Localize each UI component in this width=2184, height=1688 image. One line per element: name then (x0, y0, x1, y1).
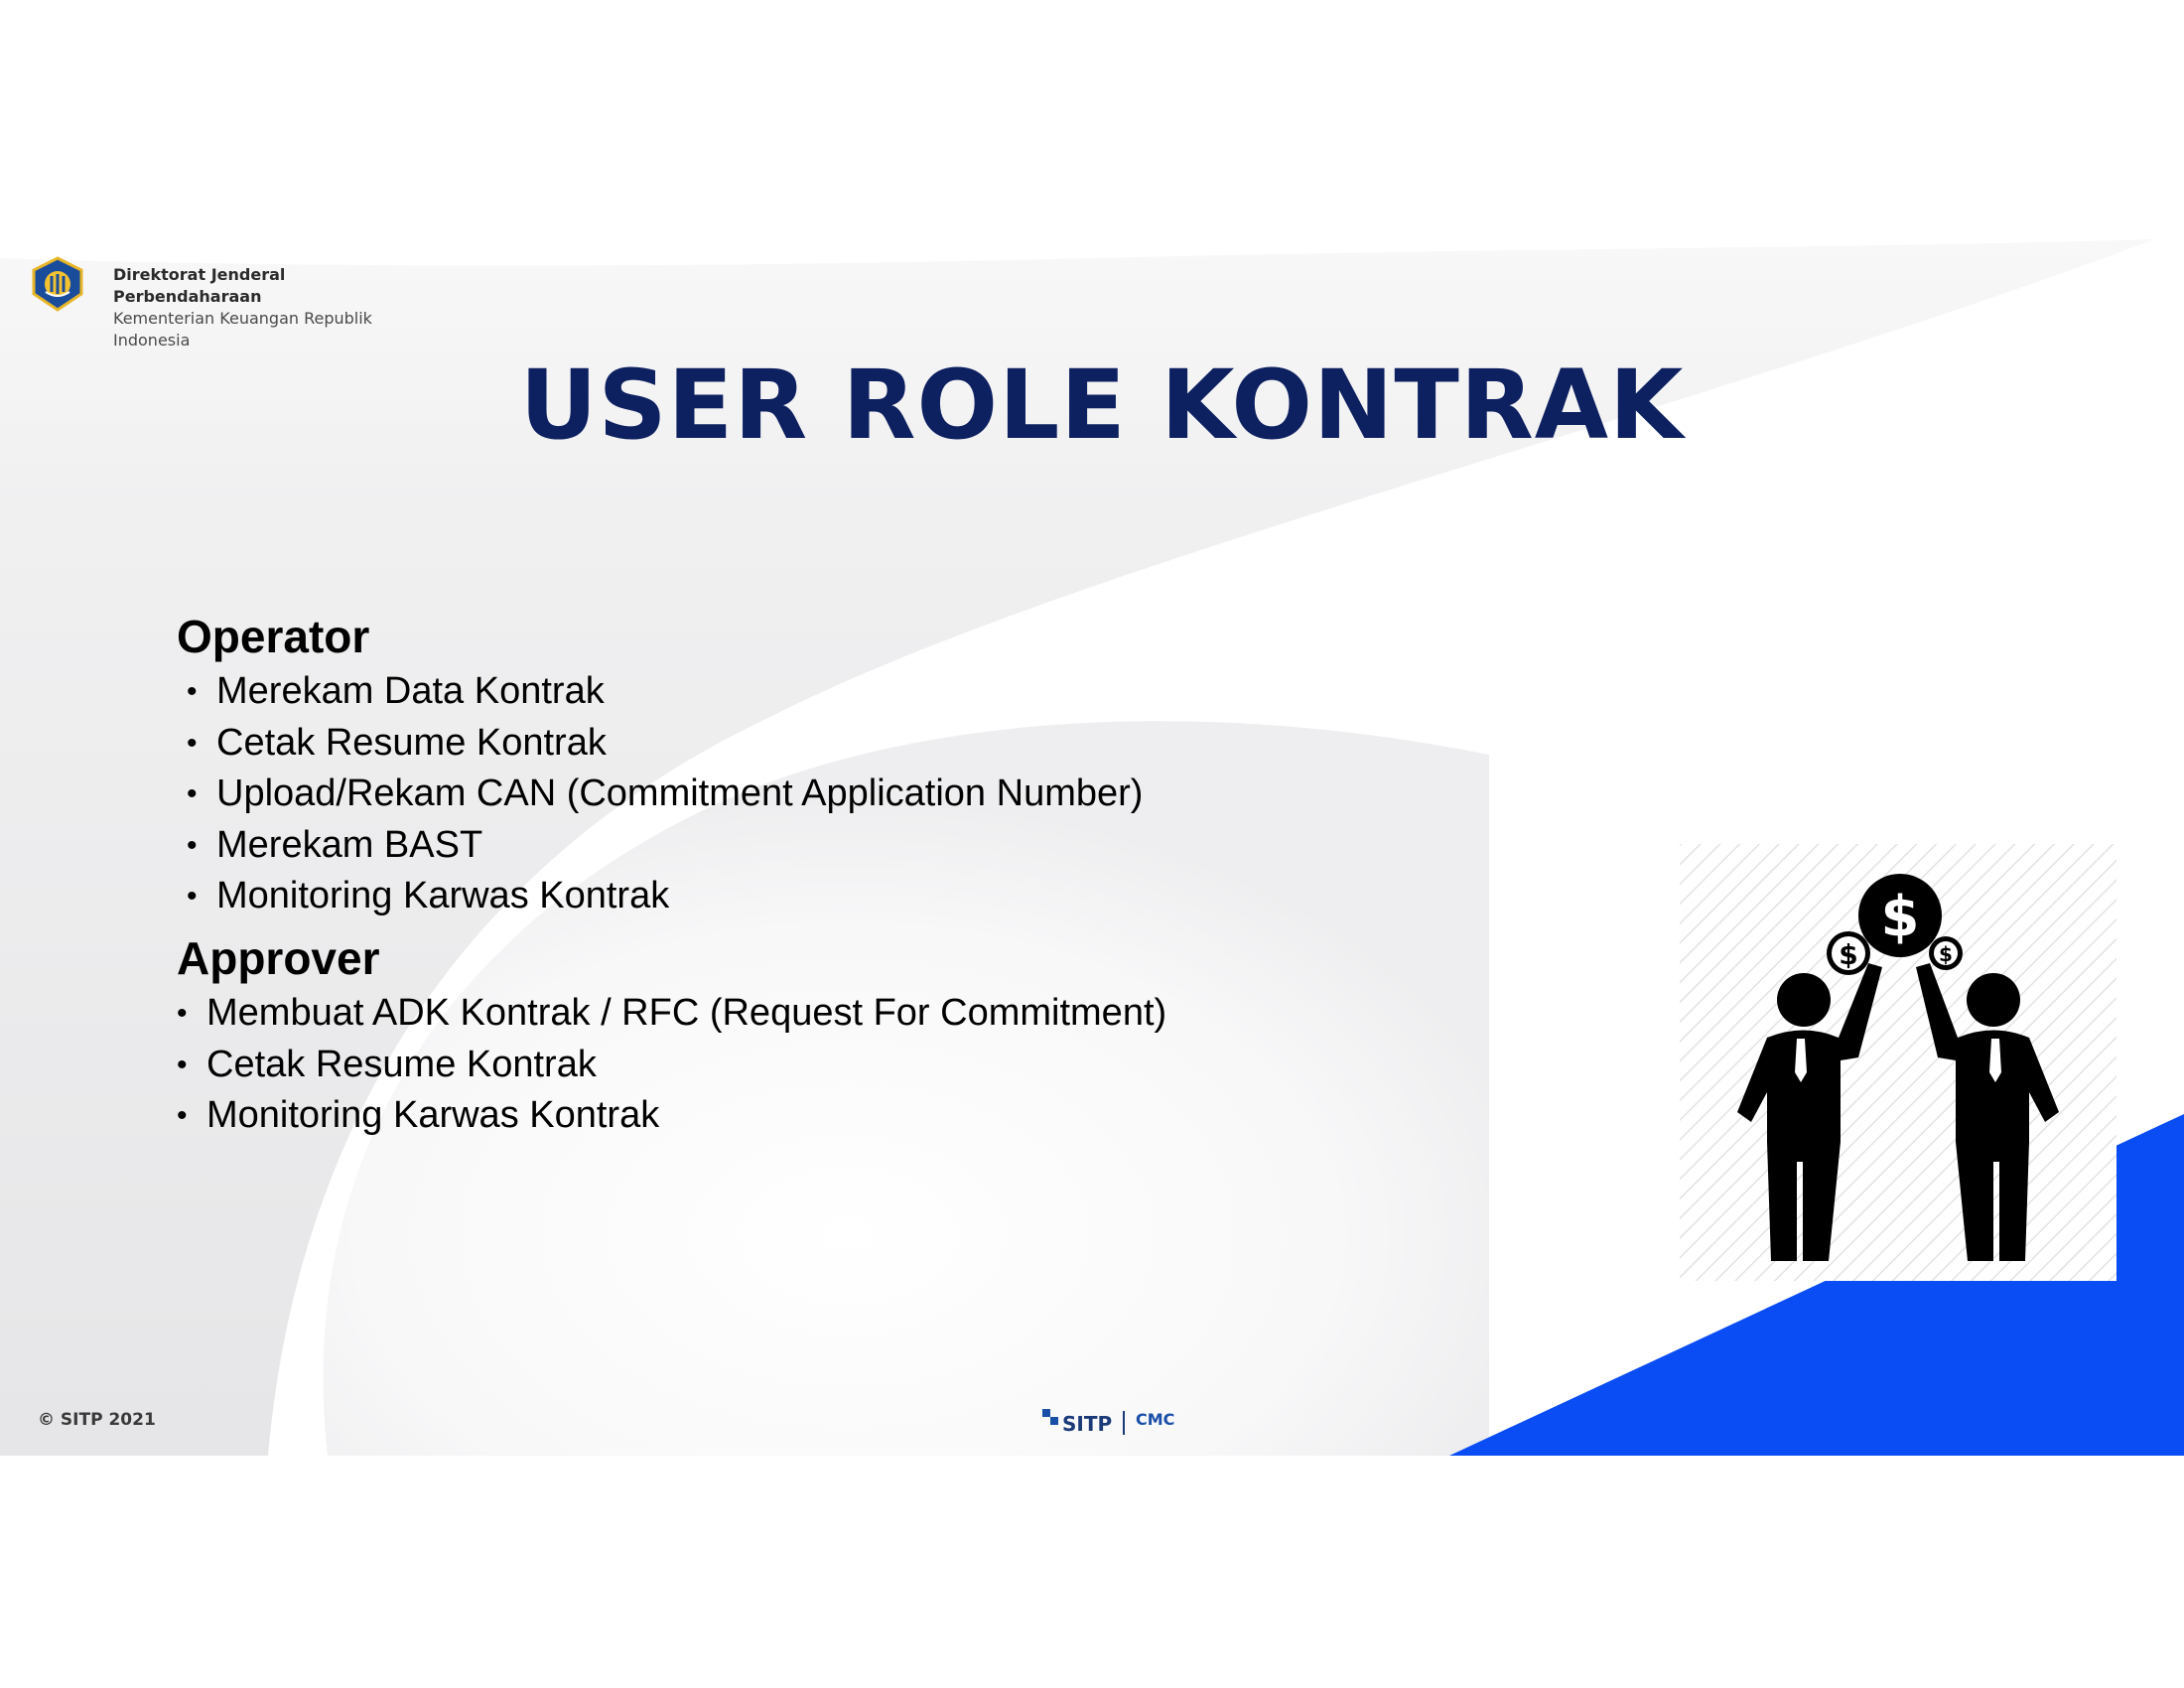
org-line-3: Kementerian Keuangan Republik (113, 309, 372, 328)
list-item (187, 666, 1143, 718)
operator-list (177, 666, 1143, 922)
bullet-icon: • (177, 997, 188, 1030)
org-line-4: Indonesia (113, 331, 191, 350)
list-item-text: Merekam BAST (216, 823, 483, 866)
bullet-icon: • (187, 880, 198, 913)
logo-cmc-text: CMC (1136, 1410, 1175, 1429)
operator-section (177, 609, 1143, 922)
list-item-text: Cetak Resume Kontrak (216, 721, 607, 764)
businessmen-high-five-money-icon (1680, 844, 2116, 1281)
org-line-1: Direktorat Jenderal (113, 265, 286, 284)
bullet-icon: • (177, 1099, 188, 1132)
list-item (177, 1040, 1166, 1091)
approver-list (177, 988, 1166, 1142)
bullet-icon: • (187, 777, 198, 810)
bullet-icon: • (177, 1048, 188, 1081)
list-item (177, 988, 1166, 1040)
list-item (187, 718, 1143, 770)
list-item-text: Upload/Rekam CAN (Commitment Application Number) (216, 773, 1144, 814)
list-item (177, 1090, 1166, 1142)
copyright-text: © SITP 2021 (38, 1410, 156, 1430)
approver-section (177, 930, 1166, 1142)
list-item-text: Monitoring Karwas Kontrak (206, 1094, 660, 1136)
bullet-icon: • (187, 828, 198, 862)
list-item (187, 769, 1143, 820)
kemenkeu-emblem-icon (30, 256, 85, 312)
svg-text:$: $ (1880, 885, 1920, 949)
page-title-text: USER ROLE KONTRAK (519, 350, 1685, 461)
sitp-cmc-logo (1042, 1405, 1191, 1439)
list-item-text: Merekam Data Kontrak (216, 670, 605, 712)
operator-heading: Operator (177, 611, 370, 662)
approver-heading: Approver (177, 932, 380, 984)
svg-text:$: $ (1839, 938, 1858, 971)
list-item (187, 871, 1143, 922)
logo-sitp-text: SITP (1062, 1412, 1113, 1436)
bullet-icon: • (187, 726, 198, 760)
org-name (113, 264, 451, 352)
svg-text:$: $ (1939, 942, 1953, 966)
page-title (0, 346, 2184, 465)
bullet-icon: • (187, 675, 198, 708)
list-item-text: Cetak Resume Kontrak (206, 1043, 597, 1085)
org-line-2: Perbendaharaan (113, 287, 262, 306)
list-item-text: Membuat ADK Kontrak / RFC (Request For Commitment) (206, 992, 1167, 1034)
list-item (187, 820, 1143, 872)
list-item-text: Monitoring Karwas Kontrak (216, 875, 670, 916)
